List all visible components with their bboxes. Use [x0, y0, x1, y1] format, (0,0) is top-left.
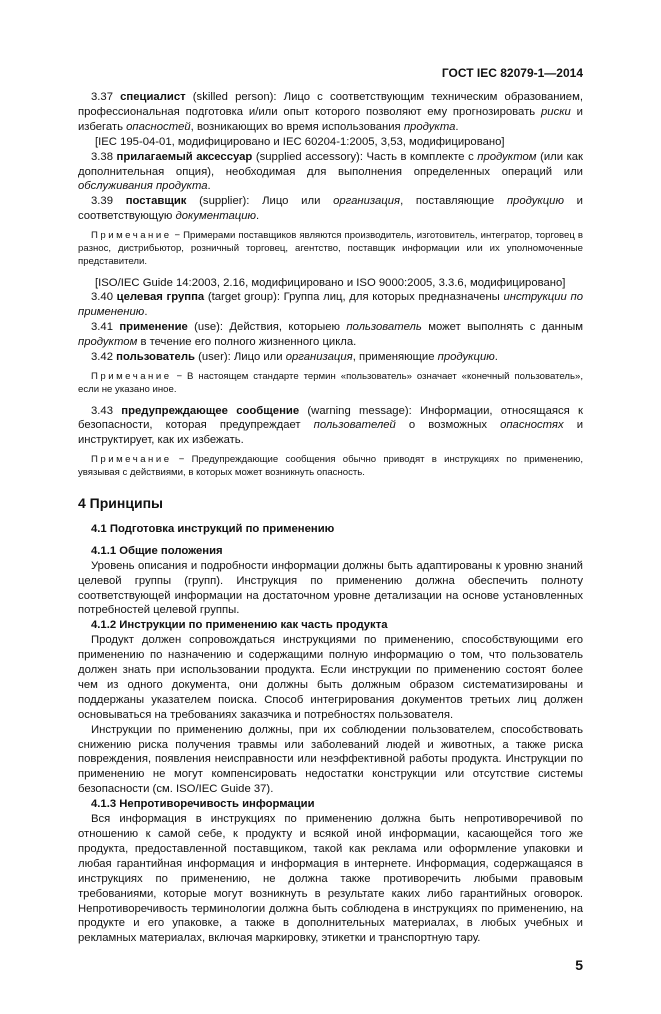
- text: 4.1.3 Непротиворечивость информации: [91, 798, 315, 811]
- paragraph: [78, 559, 583, 619]
- text: .: [207, 180, 211, 193]
- term: специалист: [120, 91, 186, 103]
- defined-term-reference: продукцию: [506, 195, 564, 208]
- clause-heading: [91, 797, 583, 812]
- text: 3.41: [91, 321, 120, 334]
- text: .: [256, 210, 260, 223]
- text: 4.1.1 Общие положения: [91, 544, 223, 557]
- defined-term-reference: организация: [285, 351, 353, 364]
- text: (skilled person): Лицо с соответствующим техническим образованием, профессиональная подготовка и/или опыт которого позволяют ему прогнозировать: [78, 91, 583, 118]
- text: 3.42: [91, 351, 117, 364]
- note-label: Примечание: [91, 454, 172, 466]
- text: и избегать: [78, 105, 583, 133]
- text: , применяющие: [352, 351, 438, 364]
- text: о возможных: [395, 419, 501, 432]
- text: (supplier): Лицо или: [186, 195, 334, 208]
- defined-term-reference: риски: [541, 105, 571, 118]
- defined-term-reference: пользователь: [346, 321, 422, 334]
- text: 4.1.2 Инструкции по применению как часть продукта: [91, 619, 388, 632]
- text: 3.38: [91, 150, 117, 163]
- paragraph: [78, 633, 583, 722]
- standard-designation-header: ГОСТ IEC 82079-1—2014: [441, 66, 583, 80]
- defined-term-reference: документацию: [175, 210, 257, 223]
- term: пользователь: [116, 351, 195, 364]
- paragraph: [78, 812, 583, 946]
- term: предупреждающее сообщение: [121, 404, 300, 417]
- text: и соответствующую: [78, 195, 583, 223]
- text: (user): Лицо или: [194, 351, 286, 364]
- defined-term-reference: пользователей: [313, 419, 396, 432]
- term: целевая группа: [116, 291, 205, 304]
- text: .: [455, 120, 459, 133]
- text: .: [144, 306, 148, 319]
- text: , возникающих во время использования: [190, 120, 404, 133]
- text: 3.43: [91, 404, 122, 417]
- text: Уровень описания и подробности информации должны быть адаптированы к уровню знаний целевой группы (групп). Инструкция по применению должна обеспечить полноту соответствующей информации на достаточном уровне детализации на основе установленных потребностей целевой группы.: [78, 559, 583, 617]
- text: , поставляющие: [400, 195, 507, 208]
- paragraph: [78, 723, 583, 798]
- reference: [78, 276, 583, 291]
- text: (или как дополнительная опция), необходимая для выполнения определенных операций или: [78, 150, 583, 178]
- note-label: Примечание: [91, 370, 172, 382]
- text: и инструктирует, как их избежать.: [78, 419, 584, 447]
- text: 4 Принципы: [78, 494, 163, 511]
- text: [IEC 195-04-01, модифицировано и IEC 60204-1:2005, 3,53, модифицировано]: [95, 135, 505, 148]
- text: [ISO/IEC Guide 14:2003, 2.16, модифицировано и ISO 9000:2005, 3.3.6, модифицировано]: [95, 276, 566, 289]
- text: (target group): Группа лиц, для которых предназначены: [204, 291, 504, 304]
- paragraph: [78, 404, 583, 449]
- defined-term-reference: продукцию: [437, 351, 495, 364]
- text: 3.39: [91, 195, 126, 208]
- text: в течение его полного жизненного цикла.: [137, 336, 357, 349]
- note: [78, 454, 583, 480]
- text: − Предупреждающие сообщения обычно приводят в инструкциях по применению, увязывая с действиями, в которых может возникнуть опасность.: [78, 454, 583, 479]
- term: поставщик: [125, 195, 187, 208]
- defined-term-reference: организация: [333, 195, 401, 208]
- defined-term-reference: опасностей: [126, 120, 191, 133]
- term: прилагаемый аксессуар: [116, 150, 253, 163]
- text: (warning message): Информации, относящаяся к безопасности, которая предупреждает: [78, 404, 583, 432]
- text: (use): Действия, которыею: [187, 321, 347, 334]
- defined-term-reference: опасностях: [500, 419, 564, 432]
- text: Продукт должен сопровождаться инструкциями по применению, способствующими его применению по назначению и содержащими полную информацию о том, что пользователь должен знать при использовании продукта. Если инструкции по применению состоят более чем из одного документа, они должны быть должным образом систематизированы и поддержаны указателем поиска. Способ интегрирования документов третьих лиц должен основываться на требованиях заказчика и потребностях пользователя.: [78, 634, 583, 721]
- defined-term-reference: продуктом: [78, 336, 138, 349]
- text: .: [494, 351, 498, 364]
- paragraph: [78, 350, 583, 365]
- reference: [78, 135, 583, 150]
- clause-heading: [91, 618, 583, 633]
- term: применение: [119, 321, 188, 334]
- note: [78, 371, 583, 397]
- note: [78, 230, 583, 268]
- text: 3.40: [91, 291, 117, 304]
- defined-term-reference: продуктом: [477, 150, 537, 163]
- defined-term-reference: инструкции по применению: [78, 291, 583, 319]
- text: Вся информация в инструкциях по применению должна быть непротиворечивой по отношению к самой себе, к продукту и всякой иной информации, касающейся того же продукта, предоставленной поставщиком, такой как реклама или оформление упаковки и любая гарантийная информация и информация в интернете. Информация, содержащаяся в инструкциях по применению, не должна также противоречить любыми правовым требованиями, которые могут возникнуть в результате каких либо гарантийных оговорок. Непротиворечивость терминологии должна быть соблюдена в инструкциях по применению, на продукте и его упаковке, а также в дополнительных материалах, в любых учебных и рекламных материалах, включая маркировку, этикетки и транспортную тару.: [78, 813, 583, 945]
- defined-term-reference: обслуживания продукта: [78, 180, 208, 193]
- subsection-heading: [91, 522, 583, 537]
- paragraph: [78, 90, 583, 135]
- text: Инструкции по применению должны, при их соблюдении пользователем, способствовать снижению риска получения травмы или заболеваний людей и животных, а также риска повреждения, появления неисправности или неэффективной работы продукта. Инструкции по применению не могут компенсировать недостатки конструкции или отсутствие системы безопасности (см. ISO/IEC Guide 37).: [78, 723, 583, 796]
- text: 3.37: [91, 91, 121, 103]
- paragraph: [78, 320, 583, 350]
- section-heading: [78, 494, 583, 512]
- document-body: [78, 90, 583, 946]
- paragraph: [78, 290, 583, 320]
- note-label: Примечание: [91, 230, 172, 242]
- paragraph: [78, 194, 583, 224]
- page-number: 5: [575, 957, 583, 974]
- text: может выполнять с данным: [421, 321, 583, 334]
- text: − Примерами поставщиков являются производитель, изготовитель, интегратор, торговец в разнос, дистрибьютор, розничный торговец, агентство, поставщик информации или их уполномоченные представители.: [78, 230, 583, 267]
- text: (supplied accessory): Часть в комплекте с: [252, 150, 478, 163]
- defined-term-reference: продукта: [403, 120, 456, 133]
- text: 4.1 Подготовка инструкций по применению: [91, 522, 335, 535]
- paragraph: [78, 150, 583, 195]
- text: − В настоящем стандарте термин «пользователь» означает «конечный пользователь», если не указано иное.: [78, 370, 583, 395]
- clause-heading: [91, 544, 583, 559]
